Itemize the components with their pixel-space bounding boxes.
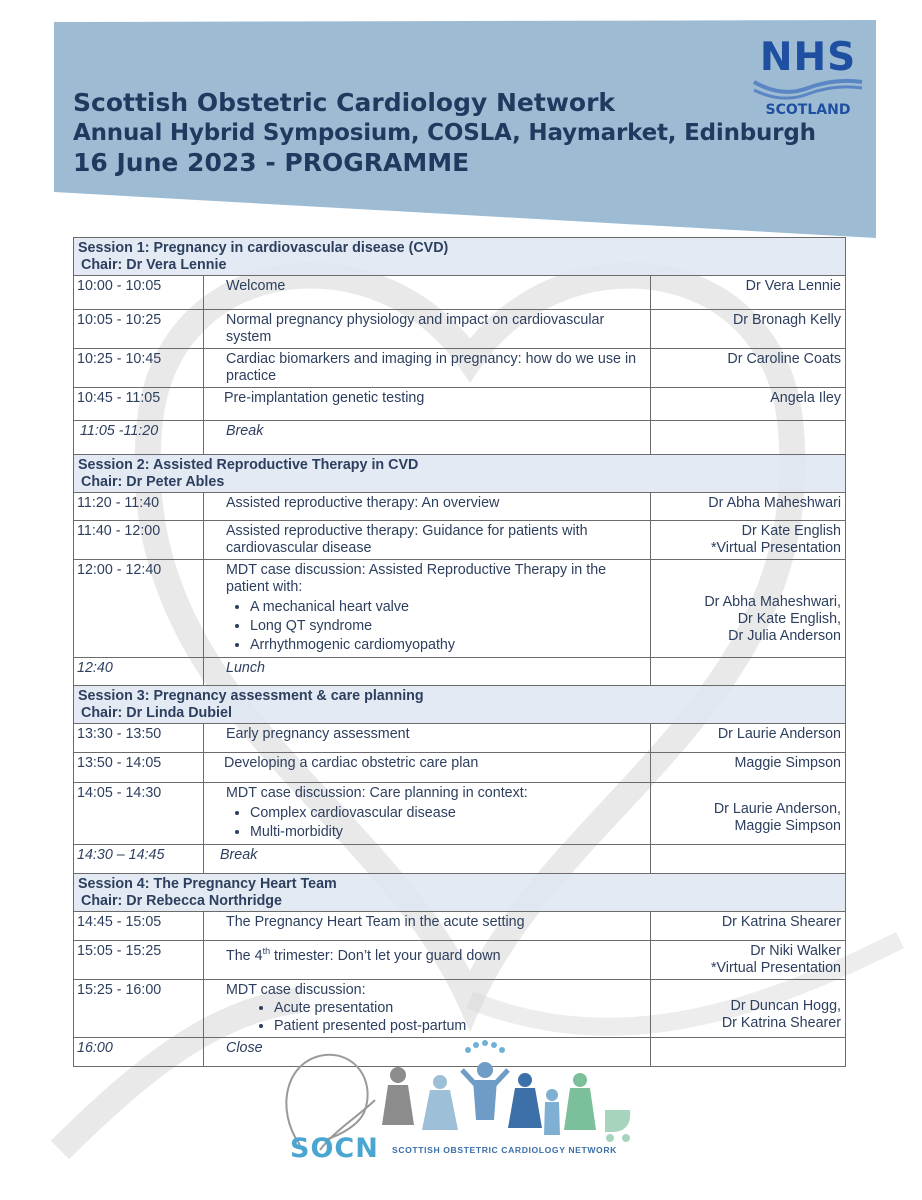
virtual-note: *Virtual Presentation bbox=[710, 540, 842, 556]
table-row bbox=[74, 783, 846, 845]
session-header bbox=[74, 455, 846, 493]
list-item: • Complex cardiovascular disease bbox=[250, 804, 646, 823]
time-cell: 12:00 - 12:40 bbox=[74, 560, 204, 658]
table-row bbox=[74, 388, 846, 421]
speaker-cell: Dr Katrina Shearer bbox=[651, 912, 846, 941]
speaker-name: Dr Abha Maheshwari, bbox=[704, 594, 842, 610]
table-row bbox=[74, 753, 846, 783]
break-row bbox=[74, 421, 846, 455]
speaker-name: Maggie Simpson bbox=[734, 818, 842, 834]
time-cell: 16:00 bbox=[74, 1038, 204, 1067]
topic-superscript: th bbox=[262, 946, 271, 956]
topic-cell: Cardiac biomarkers and imaging in pregnancy: how do we use in practice bbox=[204, 349, 651, 388]
speaker-cell bbox=[651, 941, 846, 980]
session-chair: Chair: Dr Vera Lennie bbox=[81, 257, 227, 273]
table-row bbox=[74, 493, 846, 521]
speaker-cell bbox=[651, 521, 846, 560]
table-row bbox=[74, 276, 846, 310]
topic-cell bbox=[204, 980, 651, 1038]
speaker-name: Dr Niki Walker bbox=[750, 943, 842, 959]
speaker-name: Dr Duncan Hogg, bbox=[730, 998, 842, 1014]
topic-cell bbox=[204, 560, 651, 658]
time-cell: 13:50 - 14:05 bbox=[74, 753, 204, 783]
break-row bbox=[74, 845, 846, 874]
time-cell: 10:05 - 10:25 bbox=[74, 310, 204, 349]
list-item: • Multi-morbidity bbox=[250, 823, 646, 842]
nhs-scotland-logo bbox=[748, 36, 868, 118]
speaker-name: Dr Kate English, bbox=[737, 611, 842, 627]
time-cell: 14:30 – 14:45 bbox=[74, 845, 204, 874]
title-line-3: 16 June 2023 - PROGRAMME bbox=[73, 148, 470, 177]
time-cell: 14:05 - 14:30 bbox=[74, 783, 204, 845]
session-chair: Chair: Dr Linda Dubiel bbox=[81, 705, 232, 721]
table-row bbox=[74, 941, 846, 980]
table-row bbox=[74, 521, 846, 560]
session-chair: Chair: Dr Peter Ables bbox=[81, 474, 225, 490]
topic-text: MDT case discussion: bbox=[226, 982, 366, 998]
time-cell: 14:45 - 15:05 bbox=[74, 912, 204, 941]
speaker-cell bbox=[651, 980, 846, 1038]
session-header bbox=[74, 874, 846, 912]
time-cell: 15:25 - 16:00 bbox=[74, 980, 204, 1038]
time-cell: 11:05 -11:20 bbox=[74, 421, 204, 455]
speaker-cell: Angela Iley bbox=[651, 388, 846, 421]
table-row bbox=[74, 310, 846, 349]
session-header bbox=[74, 238, 846, 276]
topic-bullets bbox=[226, 804, 646, 842]
topic-cell: Early pregnancy assessment bbox=[204, 724, 651, 753]
speaker-cell: Dr Laurie Anderson bbox=[651, 724, 846, 753]
speaker-cell: Dr Caroline Coats bbox=[651, 349, 846, 388]
socn-logo-subtitle: SCOTTISH OBSTETRIC CARDIOLOGY NETWORK bbox=[392, 1145, 617, 1155]
topic-cell: Normal pregnancy physiology and impact on cardiovascular system bbox=[204, 310, 651, 349]
time-cell: 10:25 - 10:45 bbox=[74, 349, 204, 388]
scotland-logo-text: SCOTLAND bbox=[765, 102, 851, 118]
session-title: Session 1: Pregnancy in cardiovascular disease (CVD) bbox=[78, 240, 449, 256]
list-item: • Long QT syndrome bbox=[250, 617, 646, 636]
title-line-2: Annual Hybrid Symposium, COSLA, Haymarket, Edinburgh bbox=[73, 120, 816, 146]
topic-cell bbox=[204, 941, 651, 980]
socn-logo-text: SOCN bbox=[290, 1133, 379, 1164]
table-row bbox=[74, 349, 846, 388]
time-cell: 12:40 bbox=[74, 658, 204, 686]
break-row bbox=[74, 658, 846, 686]
time-cell: 13:30 - 13:50 bbox=[74, 724, 204, 753]
topic-cell: Assisted reproductive therapy: Guidance for patients with cardiovascular disease bbox=[204, 521, 651, 560]
speaker-cell: Dr Vera Lennie bbox=[651, 276, 846, 310]
speaker-name: Dr Katrina Shearer bbox=[721, 1015, 842, 1031]
topic-cell: Pre-implantation genetic testing bbox=[204, 388, 651, 421]
time-cell: 15:05 - 15:25 bbox=[74, 941, 204, 980]
programme-table bbox=[73, 237, 846, 1067]
list-item: • Patient presented post-partum bbox=[274, 1017, 646, 1035]
break-label: Lunch bbox=[204, 658, 651, 686]
table-row bbox=[74, 912, 846, 941]
document-title bbox=[73, 88, 816, 178]
speaker-cell bbox=[651, 783, 846, 845]
break-label: Break bbox=[204, 421, 651, 455]
nhs-logo-text: NHS bbox=[759, 35, 857, 80]
table-row bbox=[74, 980, 846, 1038]
session-title: Session 3: Pregnancy assessment & care planning bbox=[78, 688, 424, 704]
break-label: Break bbox=[204, 845, 651, 874]
break-label: Close bbox=[204, 1038, 651, 1067]
list-item: • Arrhythmogenic cardiomyopathy bbox=[250, 636, 646, 655]
table-row bbox=[74, 724, 846, 753]
topic-cell: Developing a cardiac obstetric care plan bbox=[204, 753, 651, 783]
speaker-cell: Maggie Simpson bbox=[651, 753, 846, 783]
time-cell: 10:00 - 10:05 bbox=[74, 276, 204, 310]
time-cell: 11:20 - 11:40 bbox=[74, 493, 204, 521]
speaker-cell: Dr Abha Maheshwari bbox=[651, 493, 846, 521]
wave-icon bbox=[752, 76, 864, 102]
virtual-note: *Virtual Presentation bbox=[710, 960, 842, 976]
topic-cell: The Pregnancy Heart Team in the acute setting bbox=[204, 912, 651, 941]
speaker-name: Dr Laurie Anderson, bbox=[713, 801, 842, 817]
speaker-cell: Dr Bronagh Kelly bbox=[651, 310, 846, 349]
topic-bullets bbox=[226, 999, 646, 1035]
topic-bullets bbox=[226, 598, 646, 655]
time-cell: 10:45 - 11:05 bbox=[74, 388, 204, 421]
list-item: • Acute presentation bbox=[274, 999, 646, 1017]
speaker-cell bbox=[651, 560, 846, 658]
topic-text: trimester: Don’t let your guard down bbox=[270, 947, 501, 964]
speaker-name: Dr Julia Anderson bbox=[728, 628, 842, 644]
session-title: Session 4: The Pregnancy Heart Team bbox=[78, 876, 337, 892]
topic-cell bbox=[204, 783, 651, 845]
topic-cell: Welcome bbox=[204, 276, 651, 310]
topic-text: MDT case discussion: Care planning in context: bbox=[226, 785, 528, 801]
speaker-name: Dr Kate English bbox=[741, 523, 842, 539]
topic-text: The 4 bbox=[226, 947, 263, 964]
session-chair: Chair: Dr Rebecca Northridge bbox=[81, 893, 282, 909]
title-line-1: Scottish Obstetric Cardiology Network bbox=[73, 88, 616, 117]
table-row bbox=[74, 560, 846, 658]
session-header bbox=[74, 686, 846, 724]
session-title: Session 2: Assisted Reproductive Therapy in CVD bbox=[78, 457, 419, 473]
list-item: • A mechanical heart valve bbox=[250, 598, 646, 617]
time-cell: 11:40 - 12:00 bbox=[74, 521, 204, 560]
topic-cell: Assisted reproductive therapy: An overview bbox=[204, 493, 651, 521]
topic-text: MDT case discussion: Assisted Reproductive Therapy in the patient with: bbox=[226, 562, 607, 595]
